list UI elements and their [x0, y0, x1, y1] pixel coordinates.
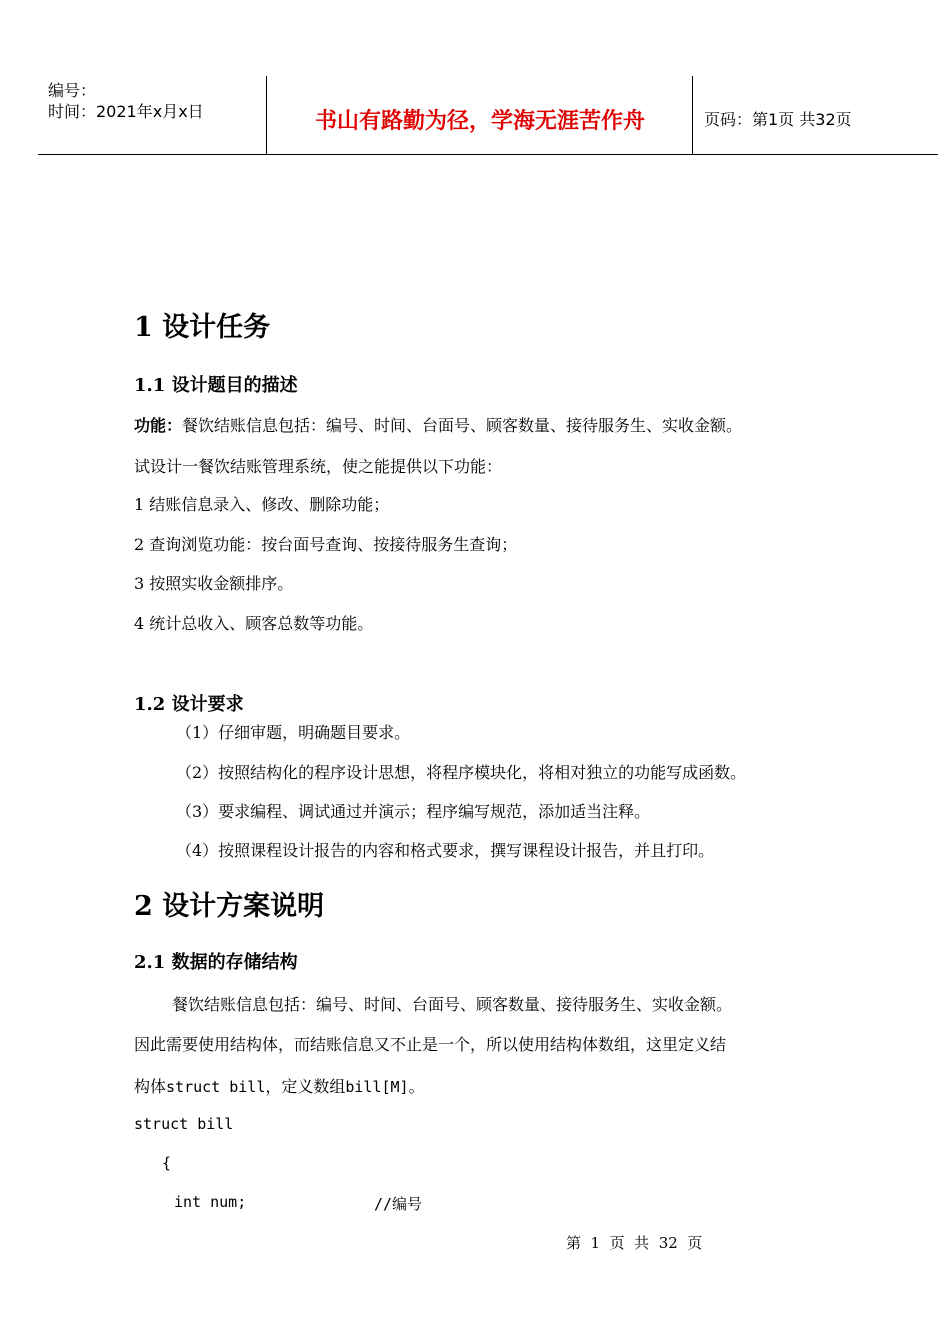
header-motto: 书山有路勤为径，学海无涯苦作舟 [314, 109, 645, 134]
section1-title: 1 设计任务 [134, 312, 271, 343]
section1-2-title: 1.2 设计要求 [134, 694, 244, 715]
storage-paragraph-line-2: 因此需要使用结构体，而结账信息又不止是一个，所以使用结构体数组，这里定义结 [134, 1035, 727, 1054]
header-divider-left [266, 76, 267, 155]
header-divider-right [692, 76, 693, 155]
requirement-1: （1）仔细审题，明确题目要求。 [176, 723, 411, 742]
code-line-struct: struct bill [134, 1115, 234, 1133]
requirement-2: （2）按照结构化的程序设计思想，将程序模块化，将相对独立的功能写成函数。 [176, 763, 747, 782]
section2-1-title: 2.1 数据的存储结构 [134, 952, 298, 973]
requirement-3: （3）要求编程、调试通过并演示；程序编写规范，添加适当注释。 [176, 802, 651, 821]
header-time: 时间：2021年x月x日 [48, 102, 204, 121]
code-comment-num: //编号 [374, 1195, 423, 1213]
feature-item-2: 2 查询浏览功能：按台面号查询、按接待服务生查询； [134, 535, 518, 554]
header-rule [38, 154, 938, 155]
function-line [134, 413, 742, 436]
para3-text-b: ，定义数组 [265, 1077, 346, 1096]
feature-item-1: 1 结账信息录入、修改、删除功能； [134, 495, 390, 514]
intro-line: 试设计一餐饮结账管理系统，使之能提供以下功能： [134, 457, 503, 476]
header-info [48, 80, 204, 122]
para3-code-array: bill[M] [345, 1078, 409, 1096]
code-line-brace: { [162, 1154, 172, 1172]
para3-text-c: 。 [408, 1077, 425, 1096]
header-number: 编号： [48, 81, 97, 100]
para3-text-a: 构体 [134, 1077, 167, 1096]
page-footer: 第 1 页 共 32 页 [566, 1234, 703, 1252]
requirement-4: （4）按照课程设计报告的内容和格式要求，撰写课程设计报告，并且打印。 [176, 841, 715, 860]
para3-code-struct: struct bill [166, 1078, 266, 1096]
code-line-num: int num; [174, 1193, 247, 1211]
feature-item-4: 4 统计总收入、顾客总数等功能。 [134, 614, 374, 633]
section1-1-title: 1.1 设计题目的描述 [134, 375, 298, 396]
header-page-number: 页码：第1页 共32页 [704, 110, 852, 129]
section2-title: 2 设计方案说明 [134, 891, 325, 922]
storage-paragraph-line-1: 餐饮结账信息包括：编号、时间、台面号、顾客数量、接待服务生、实收金额。 [172, 995, 733, 1014]
function-label: 功能： [134, 416, 183, 435]
storage-paragraph-line-3 [134, 1074, 425, 1097]
function-text: 餐饮结账信息包括：编号、时间、台面号、顾客数量、接待服务生、实收金额。 [182, 416, 743, 435]
feature-item-3: 3 按照实收金额排序。 [134, 574, 294, 593]
